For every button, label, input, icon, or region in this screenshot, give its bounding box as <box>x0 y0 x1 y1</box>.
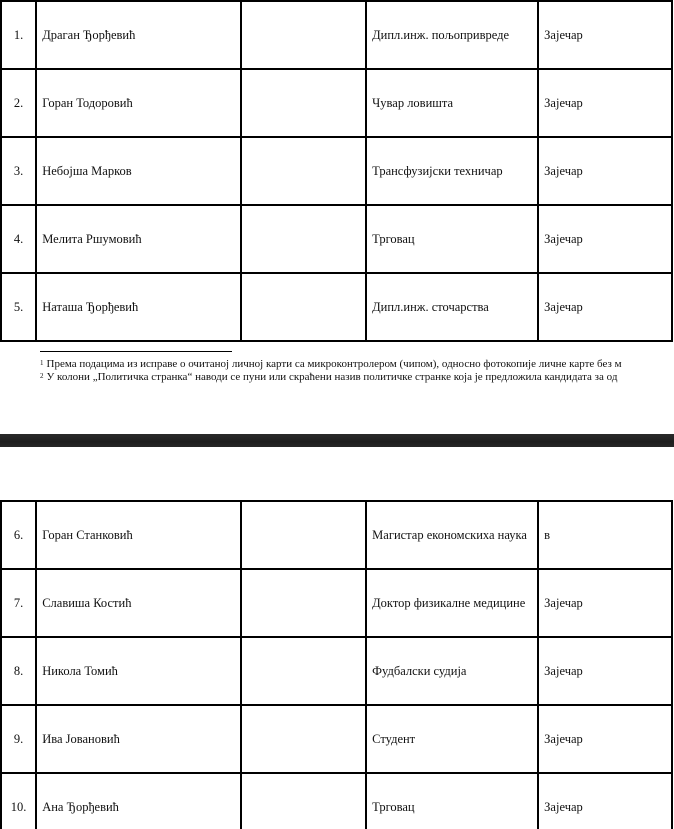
occupation-cell: Студент <box>366 705 538 773</box>
footnote-text: Према подацима из исправе о очитаној личној карти са микроконтролером (чипом), односно фотокопије личне карте без м <box>46 358 622 370</box>
candidate-name-cell: Славиша Костић <box>36 569 241 637</box>
table-row <box>1 501 672 569</box>
political-party-cell <box>241 205 366 273</box>
political-party-cell <box>241 137 366 205</box>
residence-cell: в <box>538 501 672 569</box>
table-row <box>1 1 672 69</box>
political-party-cell <box>241 501 366 569</box>
occupation-cell: Трансфузијски техничар <box>366 137 538 205</box>
residence-cell: Зајечар <box>538 773 672 829</box>
occupation-cell: Доктор физикалне медицине <box>366 569 538 637</box>
residence-cell: Зајечар <box>538 69 672 137</box>
political-party-cell <box>241 69 366 137</box>
footnote-2 <box>40 371 617 384</box>
occupation-cell: Дипл.инж. пољопривреде <box>366 1 538 69</box>
row-number-cell: 8. <box>1 637 36 705</box>
residence-cell: Зајечар <box>538 637 672 705</box>
occupation-cell: Дипл.инж. сточарства <box>366 273 538 341</box>
footnote-1 <box>40 358 622 371</box>
row-number-cell: 6. <box>1 501 36 569</box>
table-row <box>1 569 672 637</box>
table-row <box>1 137 672 205</box>
political-party-cell <box>241 569 366 637</box>
row-number-cell: 10. <box>1 773 36 829</box>
occupation-cell: Трговац <box>366 773 538 829</box>
table-row <box>1 773 672 829</box>
occupation-cell: Трговац <box>366 205 538 273</box>
residence-cell: Зајечар <box>538 1 672 69</box>
footnote-separator <box>40 351 232 352</box>
residence-cell: Зајечар <box>538 569 672 637</box>
table-row <box>1 637 672 705</box>
table-row <box>1 205 672 273</box>
candidate-name-cell: Горан Тодоровић <box>36 69 241 137</box>
row-number-cell: 2. <box>1 69 36 137</box>
political-party-cell <box>241 773 366 829</box>
table-row <box>1 705 672 773</box>
occupation-cell: Фудбалски судија <box>366 637 538 705</box>
footnote-text: У колони „Политичка странка“ наводи се пуни или скраћени назив политичке странке која је предложила кандидата за од <box>46 371 618 383</box>
candidate-name-cell: Ива Јовановић <box>36 705 241 773</box>
row-number-cell: 1. <box>1 1 36 69</box>
political-party-cell <box>241 637 366 705</box>
residence-cell: Зајечар <box>538 705 672 773</box>
residence-cell: Зајечар <box>538 137 672 205</box>
residence-cell: Зајечар <box>538 273 672 341</box>
candidate-name-cell: Драган Ђорђевић <box>36 1 241 69</box>
footnote-mark: 2 <box>40 372 44 380</box>
political-party-cell <box>241 1 366 69</box>
political-party-cell <box>241 705 366 773</box>
candidate-name-cell: Ана Ђорђевић <box>36 773 241 829</box>
political-party-cell <box>241 273 366 341</box>
candidate-name-cell: Никола Томић <box>36 637 241 705</box>
residence-cell: Зајечар <box>538 205 672 273</box>
occupation-cell: Магистар економскиха наука <box>366 501 538 569</box>
candidate-name-cell: Мелита Ршумовић <box>36 205 241 273</box>
page-separator <box>0 434 674 447</box>
document-page-2 <box>0 447 674 829</box>
candidates-table-bottom <box>0 500 673 829</box>
candidate-name-cell: Небојша Марков <box>36 137 241 205</box>
table-row <box>1 273 672 341</box>
row-number-cell: 4. <box>1 205 36 273</box>
row-number-cell: 7. <box>1 569 36 637</box>
row-number-cell: 9. <box>1 705 36 773</box>
candidate-name-cell: Наташа Ђорђевић <box>36 273 241 341</box>
footnote-mark: 1 <box>40 359 44 367</box>
row-number-cell: 5. <box>1 273 36 341</box>
row-number-cell: 3. <box>1 137 36 205</box>
table-row <box>1 69 672 137</box>
candidate-name-cell: Горан Станковић <box>36 501 241 569</box>
occupation-cell: Чувар ловишта <box>366 69 538 137</box>
candidates-table-top <box>0 0 673 342</box>
